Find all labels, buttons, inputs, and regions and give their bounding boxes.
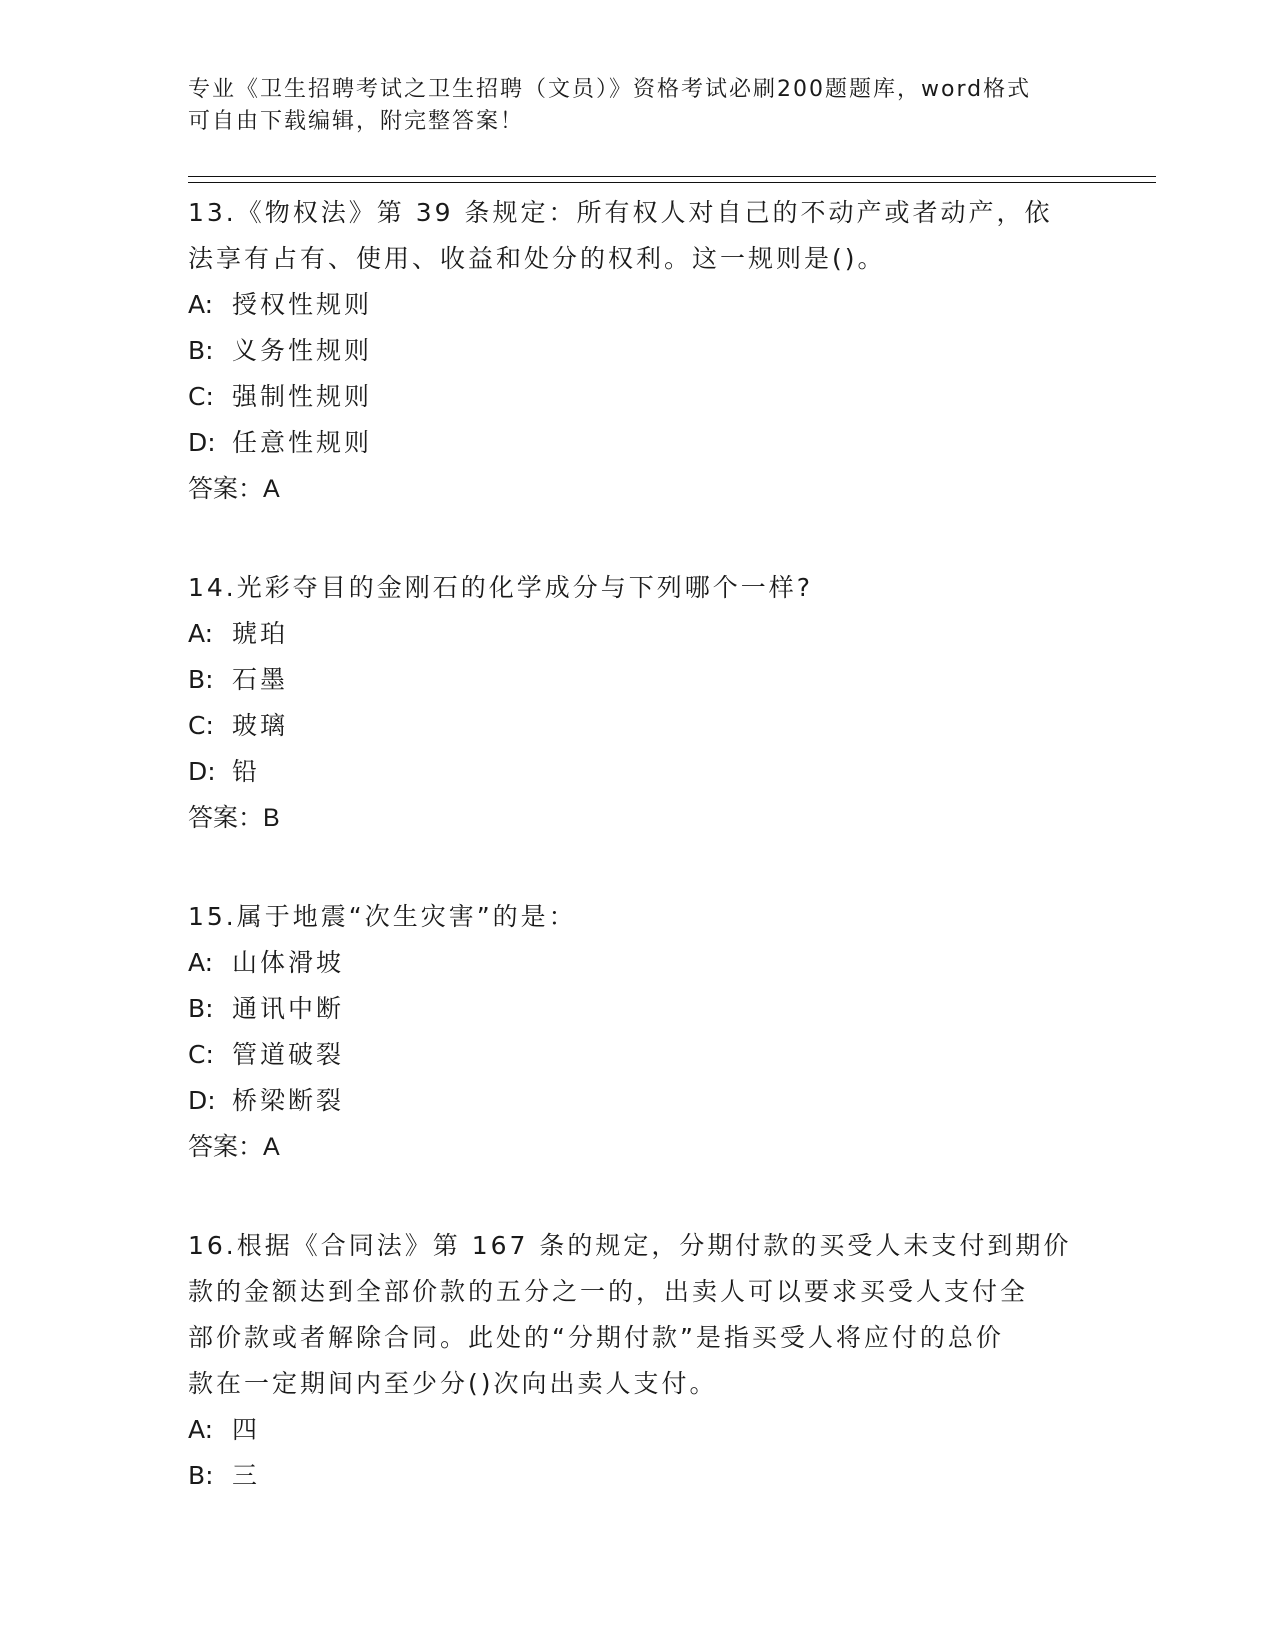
option-letter: B: bbox=[188, 336, 214, 365]
option-text: 三 bbox=[232, 1461, 261, 1490]
option-b bbox=[188, 1453, 1088, 1499]
option-letter: D: bbox=[188, 1086, 216, 1115]
option-b bbox=[188, 986, 1088, 1032]
option-b bbox=[188, 328, 1088, 374]
question-stem-line: 款的金额达到全部价款的五分之一的，出卖人可以要求买受人支付全 bbox=[188, 1277, 1029, 1306]
option-a bbox=[188, 1407, 1088, 1453]
option-a bbox=[188, 611, 1088, 657]
option-b bbox=[188, 657, 1088, 703]
question-stem-line: 部价款或者解除合同。此处的“分期付款”是指买受人将应付的总价 bbox=[188, 1323, 1004, 1352]
answer-line: 答案：B bbox=[188, 804, 280, 832]
option-text: 授权性规则 bbox=[232, 290, 373, 319]
question-stem-line: 13.《物权法》第 39 条规定：所有权人对自己的不动产或者动产，依 bbox=[188, 198, 1053, 227]
question-stem-line: 款在一定期间内至少分()次向出卖人支付。 bbox=[188, 1369, 718, 1398]
header-line-1: 专业《卫生招聘考试之卫生招聘（文员）》资格考试必刷200题题库，word格式 bbox=[188, 77, 1032, 102]
option-text: 铅 bbox=[232, 757, 261, 786]
option-letter: B: bbox=[188, 665, 214, 694]
question-16 bbox=[188, 1223, 1088, 1499]
question-15 bbox=[188, 894, 1088, 1170]
header-line-2: 可自由下载编辑，附完整答案！ bbox=[188, 109, 525, 134]
option-text: 玻璃 bbox=[232, 711, 289, 740]
option-text: 石墨 bbox=[232, 665, 289, 694]
option-c bbox=[188, 1032, 1088, 1078]
option-text: 管道破裂 bbox=[232, 1040, 345, 1069]
option-text: 任意性规则 bbox=[232, 428, 373, 457]
option-letter: B: bbox=[188, 994, 214, 1023]
header-divider-top bbox=[188, 176, 1156, 177]
option-d bbox=[188, 420, 1088, 466]
option-d bbox=[188, 749, 1088, 795]
option-letter: D: bbox=[188, 428, 216, 457]
option-a bbox=[188, 282, 1088, 328]
option-text: 琥珀 bbox=[232, 619, 289, 648]
option-letter: C: bbox=[188, 382, 214, 411]
option-d bbox=[188, 1078, 1088, 1124]
option-letter: C: bbox=[188, 1040, 214, 1069]
option-letter: A: bbox=[188, 619, 214, 648]
document-header bbox=[188, 74, 1088, 138]
option-text: 强制性规则 bbox=[232, 382, 373, 411]
option-text: 义务性规则 bbox=[232, 336, 373, 365]
question-stem-line: 16.根据《合同法》第 167 条的规定，分期付款的买受人未支付到期价 bbox=[188, 1231, 1072, 1260]
option-a bbox=[188, 940, 1088, 986]
header-divider-bottom bbox=[188, 182, 1156, 183]
question-13 bbox=[188, 190, 1088, 512]
option-letter: A: bbox=[188, 948, 214, 977]
option-letter: D: bbox=[188, 757, 216, 786]
question-list bbox=[188, 190, 1088, 1552]
question-stem-line: 14.光彩夺目的金刚石的化学成分与下列哪个一样? bbox=[188, 573, 814, 602]
option-text: 通讯中断 bbox=[232, 994, 345, 1023]
option-letter: C: bbox=[188, 711, 214, 740]
question-stem-line: 法享有占有、使用、收益和处分的权利。这一规则是()。 bbox=[188, 244, 886, 273]
option-text: 桥梁断裂 bbox=[232, 1086, 345, 1115]
answer-line: 答案：A bbox=[188, 475, 280, 503]
option-c bbox=[188, 374, 1088, 420]
question-stem-line: 15.属于地震“次生灾害”的是： bbox=[188, 902, 577, 931]
option-letter: B: bbox=[188, 1461, 214, 1490]
question-14 bbox=[188, 565, 1088, 841]
answer-line: 答案：A bbox=[188, 1133, 280, 1161]
option-letter: A: bbox=[188, 1415, 214, 1444]
option-letter: A: bbox=[188, 290, 214, 319]
option-c bbox=[188, 703, 1088, 749]
option-text: 四 bbox=[232, 1415, 261, 1444]
option-text: 山体滑坡 bbox=[232, 948, 345, 977]
